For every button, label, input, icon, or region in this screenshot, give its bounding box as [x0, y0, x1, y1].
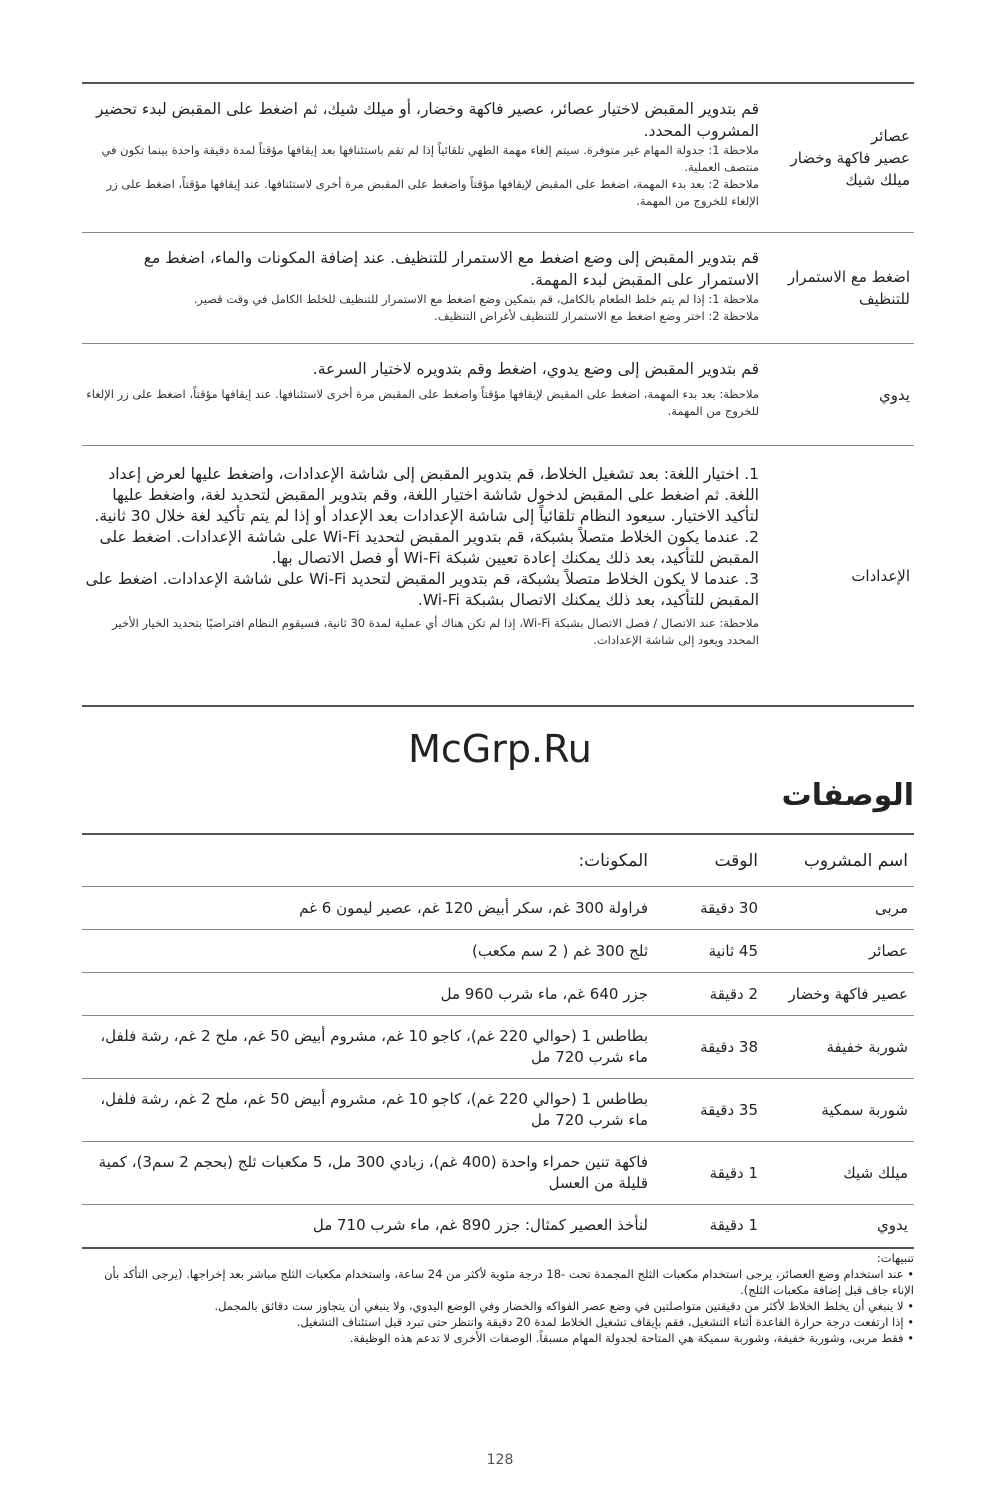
recipe-ingredients: فراولة 300 غم، سكر أبيض 120 غم، عصير ليمون 6 غم: [82, 887, 648, 930]
mode-note: ملاحظة 1: جدولة المهام غير متوفرة. سيتم إلغاء مهمة الطهي تلقائياً إذا لم تقم باستئنافها بعد إيقافها مؤقتاً لمدة دقيقة واحدة بينما تكون في منتصف العملية.: [101, 143, 759, 174]
settings-item: 1. اختيار اللغة: بعد تشغيل الخلاط، قم بتدوير المقبض إلى شاشة الإعدادات، واضغط عليها لعرض إعداد اللغة. ثم اضغط على المقبض لدخول شاشة اختيار اللغة، وقم بتدوير المقبض لتحديد لغة، واضغط عليها لتأكيد الاختيار. سيعود النظام تلقائياً إلى شاشة الإعدادات بعد الإعداد أو إذا لم يتم تأكيد لغة خلال 30 ثانية.: [94, 465, 759, 525]
recipe-time: 1 دقيقة: [648, 1205, 758, 1248]
recipe-time: 1 دقيقة: [648, 1142, 758, 1205]
recipe-time: 45 ثانية: [648, 930, 758, 973]
mode-main-text: قم بتدوير المقبض إلى وضع اضغط مع الاستمرار للتنظيف. عند إضافة المكونات والماء، اضغط مع الاستمرار على المقبض لبدء المهمة.: [143, 249, 759, 289]
mode-note: ملاحظة 2: اختر وضع اضغط مع الاستمرار للتنظيف لأغراض التنظيف.: [434, 309, 759, 323]
recipe-row: [82, 887, 914, 930]
mode-note: ملاحظة: عند الاتصال / فصل الاتصال بشبكة Wi-Fi، إذا لم تكن هناك أي عملية لمدة 30 ثانية، فسيقوم النظام افتراضيًا بتحديد الخيار الأخير المحدد ويعود إلى شاشة الإعدادات.: [112, 616, 759, 647]
recipe-name: شوربة خفيفة: [758, 1016, 914, 1079]
recipe-ingredients: لنأخذ العصير كمثال: جزر 890 غم، ماء شرب 710 مل: [82, 1205, 648, 1248]
recipe-name: شوربة سمكية: [758, 1079, 914, 1142]
mode-note: ملاحظة 2: بعد بدء المهمة، اضغط على المقبض لإيقافها مؤقتاً واضغط على المقبض مرة أخرى لاستئنافها. عند إيقافها مؤقتاً، اضغط على زر الإلغاء للخروج من المهمة.: [106, 177, 759, 208]
settings-item: 3. عندما لا يكون الخلاط متصلاً بشبكة، قم بتدوير المقبض لتحديد Wi-Fi على شاشة الإعدادات. اضغط على المقبض للتأكيد، بعد ذلك يمكنك الاتصال بشبكة Wi-Fi.: [85, 570, 759, 609]
warning-item: • إذا ارتفعت درجة حرارة القاعدة أثناء التشغيل، فقم بإيقاف تشغيل الخلاط لمدة 20 دقيقة وانتظر حتى تبرد قبل استئناف التشغيل.: [296, 1315, 914, 1329]
recipe-ingredients: بطاطس 1 (حوالي 220 غم)، كاجو 10 غم، مشروم أبيض 50 غم، ملح 2 غم، رشة فلفل، ماء شرب 720 مل: [82, 1079, 648, 1142]
recipe-row: [82, 1016, 914, 1079]
header-name: اسم المشروب: [758, 834, 914, 887]
recipe-row: [82, 973, 914, 1016]
mode-description: [82, 84, 759, 232]
mode-main-text: قم بتدوير المقبض إلى وضع يدوي، اضغط وقم بتدويره لاختيار السرعة.: [312, 360, 759, 378]
mode-note: ملاحظة: بعد بدء المهمة، اضغط على المقبض لإيقافها مؤقتاً واضغط على المقبض مرة أخرى لاستئنافها. عند إيقافها مؤقتاً، اضغط على زر الإلغاء للخروج من المهمة.: [86, 387, 759, 418]
recipe-row: [82, 1205, 914, 1248]
recipe-time: 30 دقيقة: [648, 887, 758, 930]
recipe-name: عصائر: [758, 930, 914, 973]
mode-name: [759, 84, 914, 232]
mode-name-line: ميلك شيك: [845, 171, 910, 189]
mode-row-clean: [82, 233, 914, 344]
recipes-table: [82, 833, 914, 1249]
mode-name-line: اضغط مع الاستمرار: [787, 268, 910, 286]
recipe-ingredients: ثلج 300 غم ( 2 سم مكعب): [82, 930, 648, 973]
recipe-ingredients: بطاطس 1 (حوالي 220 غم)، كاجو 10 غم، مشروم أبيض 50 غم، ملح 2 غم، رشة فلفل، ماء شرب 720 مل: [82, 1016, 648, 1079]
mode-name-line: للتنظيف: [859, 290, 910, 308]
watermark-text: McGrp.Ru: [408, 727, 592, 771]
mode-row-manual: [82, 344, 914, 446]
warning-item: • فقط مربى، وشوربة خفيفة، وشوربة سميكة هي المتاحة لجدولة المهام مسبقاً. الوصفات الأخرى لا تدعم هذه الوظيفة.: [349, 1331, 914, 1345]
recipes-header-row: [82, 834, 914, 887]
recipe-time: 38 دقيقة: [648, 1016, 758, 1079]
recipe-name: ميلك شيك: [758, 1142, 914, 1205]
warning-item: • عند استخدام وضع العصائر، يرجى استخدام مكعبات الثلج المجمدة تحت -18 درجة مئوية لأكثر من 24 ساعة، واستخدام مكعبات الثلج مباشر بعد إخراجها. (يرجى التأكد بأن الإناء جاف قبل إضافة مكعبات الثلج).: [104, 1267, 914, 1297]
mode-name-line: عصائر: [871, 127, 910, 145]
recipe-name: يدوي: [758, 1205, 914, 1248]
mode-name: [759, 233, 914, 343]
mode-name: [759, 446, 914, 705]
mode-description: [82, 233, 759, 343]
recipe-time: 35 دقيقة: [648, 1079, 758, 1142]
warnings-block: [82, 1250, 914, 1346]
recipe-ingredients: فاكهة تنين حمراء واحدة (400 غم)، زبادي 300 مل، 5 مكعبات ثلج (بحجم 2 سم3)، كمية قليلة من العسل: [82, 1142, 648, 1205]
mode-description: [82, 344, 759, 445]
header-time: الوقت: [648, 834, 758, 887]
header-ingredients: المكونات:: [82, 834, 648, 887]
modes-table: [82, 82, 914, 707]
mode-note: ملاحظة 1: إذا لم يتم خلط الطعام بالكامل، قم بتمكين وضع اضغط مع الاستمرار للتنظيف للخلط الكامل في وقت قصير.: [193, 292, 759, 306]
mode-description: [82, 446, 759, 705]
warning-item: • لا ينبغي أن يخلط الخلاط لأكثر من دقيقتين متواصلتين في وضع عصر الفواكه والخضار وفي الوضع اليدوي، ولا ينبغي أن يتجاوز ست دقائق بالمجمل.: [214, 1299, 914, 1313]
recipe-row: [82, 1079, 914, 1142]
mode-main-text: قم بتدوير المقبض لاختيار عصائر، عصير فاكهة وخضار، أو ميلك شيك، ثم اضغط على المقبض لبدء تحضير المشروب المحدد.: [96, 100, 759, 140]
settings-item: 2. عندما يكون الخلاط متصلاً بشبكة، قم بتدوير المقبض لتحديد Wi-Fi على شاشة الإعدادات. اضغط على المقبض للتأكيد، بعد ذلك يمكنك إعادة تعيين شبكة Wi-Fi أو فصل الاتصال بها.: [99, 528, 759, 567]
mode-name-line: عصير فاكهة وخضار: [790, 149, 910, 167]
recipe-time: 2 دقيقة: [648, 973, 758, 1016]
page-number: 128: [486, 1452, 514, 1468]
warnings-title: تنبيهات:: [876, 1251, 914, 1265]
recipe-ingredients: جزر 640 غم، ماء شرب 960 مل: [82, 973, 648, 1016]
mode-name-line: يدوي: [878, 385, 910, 404]
mode-row-settings: [82, 446, 914, 707]
recipe-row: [82, 930, 914, 973]
mode-name-line: الإعدادات: [851, 566, 910, 585]
mode-row-juices: [82, 84, 914, 233]
recipes-title: الوصفات: [781, 778, 914, 813]
recipe-name: عصير فاكهة وخضار: [758, 973, 914, 1016]
mode-name: [759, 344, 914, 445]
recipe-row: [82, 1142, 914, 1205]
recipe-name: مربى: [758, 887, 914, 930]
